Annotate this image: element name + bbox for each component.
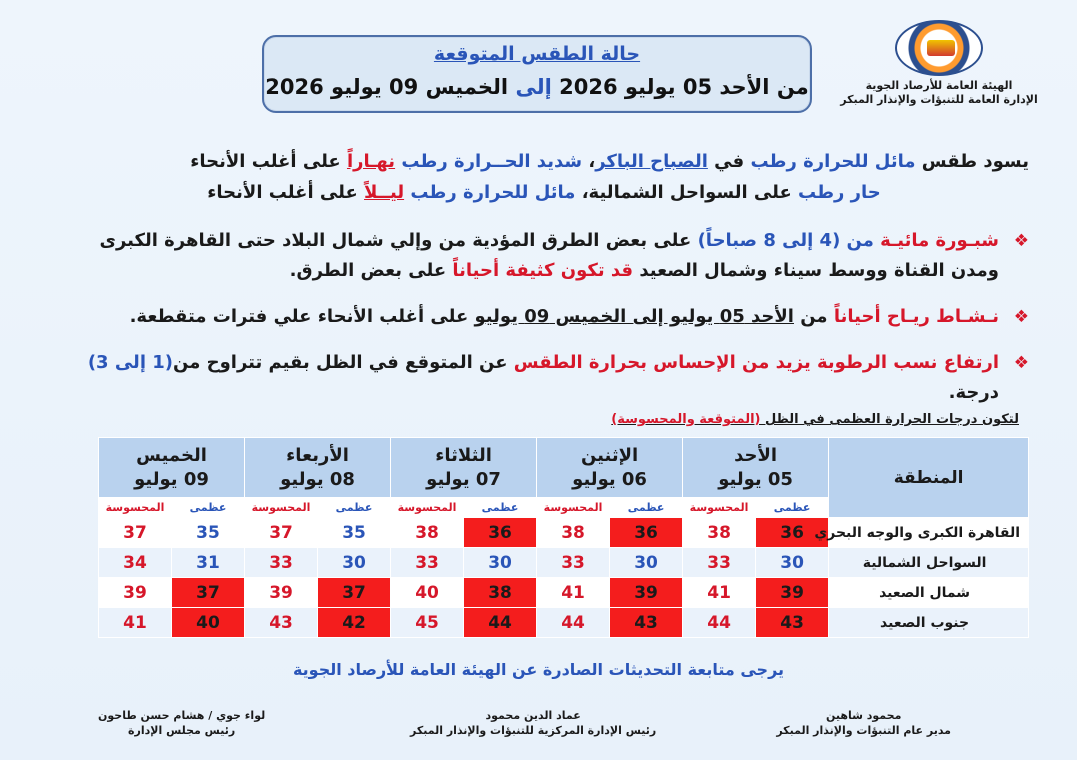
feels-like-value: 40 bbox=[391, 578, 464, 608]
day-header bbox=[245, 438, 391, 498]
page-title: حالة الطقس المتوقعة bbox=[433, 43, 641, 65]
feels-like-label: المحسوسة bbox=[537, 498, 610, 518]
intro-line-1 bbox=[99, 146, 1029, 177]
day-header bbox=[391, 438, 537, 498]
signature-name: محمود شاهين bbox=[825, 709, 902, 722]
title-box bbox=[262, 35, 812, 113]
max-temp-value: 36 bbox=[756, 518, 829, 548]
feels-like-value: 33 bbox=[391, 548, 464, 578]
intro-text: على أغلب الأنحاء bbox=[190, 151, 347, 172]
signature-name: لواء جوي / هشام حسن طاحون bbox=[98, 709, 266, 722]
region-name: شمال الصعيد bbox=[829, 578, 1029, 608]
max-temp-value: 30 bbox=[610, 548, 683, 578]
max-temp-value: 39 bbox=[610, 578, 683, 608]
bullet-text: من bbox=[793, 306, 834, 327]
max-temp-label: عظمى bbox=[464, 498, 537, 518]
signature-central bbox=[410, 708, 656, 738]
day-date: 09 يوليو bbox=[134, 468, 209, 490]
bullet-text: على بعض الطرق. bbox=[289, 260, 453, 281]
day-name: الأحد bbox=[734, 444, 778, 466]
region-name: القاهرة الكبرى والوجه البحري bbox=[829, 518, 1029, 548]
diamond-bullet-icon: ❖ bbox=[1013, 307, 1029, 327]
max-temp-value: 40 bbox=[172, 608, 245, 638]
range-to: الخميس 09 يوليو 2026 bbox=[265, 75, 509, 99]
feels-like-value: 44 bbox=[683, 608, 756, 638]
footer-note: يرجى متابعة التحديثات الصادرة عن الهيئة العامة للأرصاد الجوية bbox=[292, 660, 785, 679]
bullet-text: شبـورة مائيـة bbox=[873, 230, 999, 251]
intro-text: نهـاراً bbox=[346, 151, 396, 172]
intro-text: مائل للحرارة رطب bbox=[744, 151, 916, 172]
feels-like-value: 44 bbox=[537, 608, 610, 638]
feels-like-label: المحسوسة bbox=[99, 498, 172, 518]
temperature-table bbox=[98, 437, 1029, 638]
intro-text: مائل للحرارة رطب bbox=[404, 182, 576, 203]
max-temp-value: 36 bbox=[610, 518, 683, 548]
max-temp-value: 43 bbox=[756, 608, 829, 638]
day-date: 08 يوليو bbox=[280, 468, 355, 490]
intro-text: شديد الحــرارة رطب bbox=[395, 151, 583, 172]
feels-like-value: 34 bbox=[99, 548, 172, 578]
intro-text: يسود طقس bbox=[915, 151, 1029, 172]
bullet-text: درجة. bbox=[948, 382, 999, 403]
bullet-fog bbox=[39, 226, 1029, 286]
bullet-text: قد تكون كثيفة أحياناً bbox=[452, 260, 634, 281]
bullet-text: ارتفاع نسب الرطوبة يزيد من الإحساس بحرارة الطقس bbox=[513, 352, 999, 373]
table-caption bbox=[611, 412, 1019, 427]
intro-text: الصباح الباكر bbox=[595, 151, 708, 172]
org-name: الهيئة العامة للأرصاد الجوية bbox=[865, 79, 1013, 92]
intro-line-2 bbox=[99, 177, 1029, 208]
max-temp-value: 39 bbox=[756, 578, 829, 608]
table-row bbox=[99, 608, 1029, 638]
max-temp-value: 42 bbox=[318, 608, 391, 638]
feels-like-value: 38 bbox=[683, 518, 756, 548]
bullet-text: نـشـاط ريـاح أحياناً bbox=[833, 306, 999, 327]
org-department: الإدارة العامة للتنبؤات والإنذار المبكر bbox=[840, 93, 1038, 106]
max-temp-label: عظمى bbox=[756, 498, 829, 518]
range-to-word: إلى bbox=[515, 75, 552, 99]
signature-title: مدير عام التنبؤات والإنذار المبكر bbox=[776, 724, 951, 737]
feels-like-value: 33 bbox=[537, 548, 610, 578]
signature-title: رئيس مجلس الإدارة bbox=[128, 724, 236, 737]
max-temp-value: 44 bbox=[464, 608, 537, 638]
max-temp-value: 43 bbox=[610, 608, 683, 638]
table-row bbox=[99, 548, 1029, 578]
max-temp-value: 31 bbox=[172, 548, 245, 578]
intro-text: في bbox=[707, 151, 745, 172]
day-header-row bbox=[99, 438, 1029, 498]
feels-like-label: المحسوسة bbox=[391, 498, 464, 518]
feels-like-label: المحسوسة bbox=[683, 498, 756, 518]
feels-like-label: المحسوسة bbox=[245, 498, 318, 518]
max-temp-value: 35 bbox=[318, 518, 391, 548]
caption-text: لتكون درجات الحرارة العظمى في الظل bbox=[760, 412, 1019, 427]
day-header bbox=[683, 438, 829, 498]
feels-like-value: 37 bbox=[99, 518, 172, 548]
day-name: الأربعاء bbox=[286, 444, 349, 466]
ema-logo-icon bbox=[895, 20, 983, 76]
signature-title: رئيس الإدارة المركزية للتنبؤات والإنذار المبكر bbox=[410, 724, 657, 737]
intro-text: على السواحل الشمالية، bbox=[575, 182, 799, 203]
range-from: من الأحد 05 يوليو 2026 bbox=[559, 75, 809, 99]
day-header bbox=[99, 438, 245, 498]
max-temp-label: عظمى bbox=[610, 498, 683, 518]
bullet-text: الأحد 05 يوليو إلى الخميس 09 يوليو bbox=[474, 306, 794, 327]
intro-paragraph bbox=[99, 146, 1029, 208]
feels-like-value: 41 bbox=[537, 578, 610, 608]
feels-like-value: 39 bbox=[99, 578, 172, 608]
table-body bbox=[99, 438, 1029, 638]
day-date: 07 يوليو bbox=[426, 468, 501, 490]
signature-director bbox=[776, 708, 951, 738]
bullet-text: على أغلب الأنحاء علي فترات متقطعة. bbox=[129, 306, 475, 327]
signature-name: عماد الدين محمود bbox=[485, 709, 581, 722]
intro-text: على أغلب الأنحاء bbox=[207, 182, 365, 203]
feels-like-value: 41 bbox=[99, 608, 172, 638]
day-date: 05 يوليو bbox=[718, 468, 793, 490]
signature-chairman bbox=[98, 708, 265, 738]
max-temp-label: عظمى bbox=[172, 498, 245, 518]
max-temp-label: عظمى bbox=[318, 498, 391, 518]
region-name: السواحل الشمالية bbox=[829, 548, 1029, 578]
feels-like-value: 45 bbox=[391, 608, 464, 638]
feels-like-value: 33 bbox=[245, 548, 318, 578]
feels-like-value: 39 bbox=[245, 578, 318, 608]
caption-text: (المتوقعة والمحسوسة) bbox=[611, 412, 761, 427]
day-name: الخميس bbox=[136, 444, 207, 466]
max-temp-value: 35 bbox=[172, 518, 245, 548]
bullet-text: من (4 إلى 8 صباحاً) bbox=[697, 230, 874, 251]
max-temp-value: 37 bbox=[318, 578, 391, 608]
date-range bbox=[264, 75, 810, 99]
day-name: الإثنين bbox=[580, 444, 639, 466]
bullet-wind bbox=[39, 302, 1029, 332]
feels-like-value: 37 bbox=[245, 518, 318, 548]
feels-like-value: 43 bbox=[245, 608, 318, 638]
org-header bbox=[839, 20, 1039, 120]
max-temp-value: 30 bbox=[318, 548, 391, 578]
feels-like-value: 38 bbox=[391, 518, 464, 548]
intro-text: حار رطب bbox=[798, 182, 881, 203]
intro-text: ليــلاً bbox=[364, 182, 405, 203]
max-temp-value: 38 bbox=[464, 578, 537, 608]
max-temp-value: 30 bbox=[756, 548, 829, 578]
table-row bbox=[99, 578, 1029, 608]
feels-like-value: 33 bbox=[683, 548, 756, 578]
day-name: الثلاثاء bbox=[435, 444, 492, 466]
region-name: جنوب الصعيد bbox=[829, 608, 1029, 638]
bullet-text: على بعض الطرق المؤدية من وإلي شمال البلاد حتى القاهرة الكبرى bbox=[99, 230, 698, 251]
bullet-text: ومدن القناة ووسط سيناء وشمال الصعيد bbox=[633, 260, 999, 281]
feels-like-value: 41 bbox=[683, 578, 756, 608]
day-header bbox=[537, 438, 683, 498]
diamond-bullet-icon: ❖ bbox=[1013, 231, 1029, 251]
bullet-text: (1 إلى 3) bbox=[87, 352, 174, 373]
intro-text: ، bbox=[582, 151, 596, 172]
bullet-text: عن المتوقع في الظل بقيم تتراوح من bbox=[173, 352, 514, 373]
max-temp-value: 30 bbox=[464, 548, 537, 578]
diamond-bullet-icon: ❖ bbox=[1013, 353, 1029, 373]
day-date: 06 يوليو bbox=[572, 468, 647, 490]
table-row bbox=[99, 518, 1029, 548]
feels-like-value: 38 bbox=[537, 518, 610, 548]
bullet-humidity bbox=[39, 348, 1029, 408]
bullet-list bbox=[39, 226, 1029, 424]
max-temp-value: 37 bbox=[172, 578, 245, 608]
region-header: المنطقة bbox=[829, 438, 1029, 518]
max-temp-value: 36 bbox=[464, 518, 537, 548]
